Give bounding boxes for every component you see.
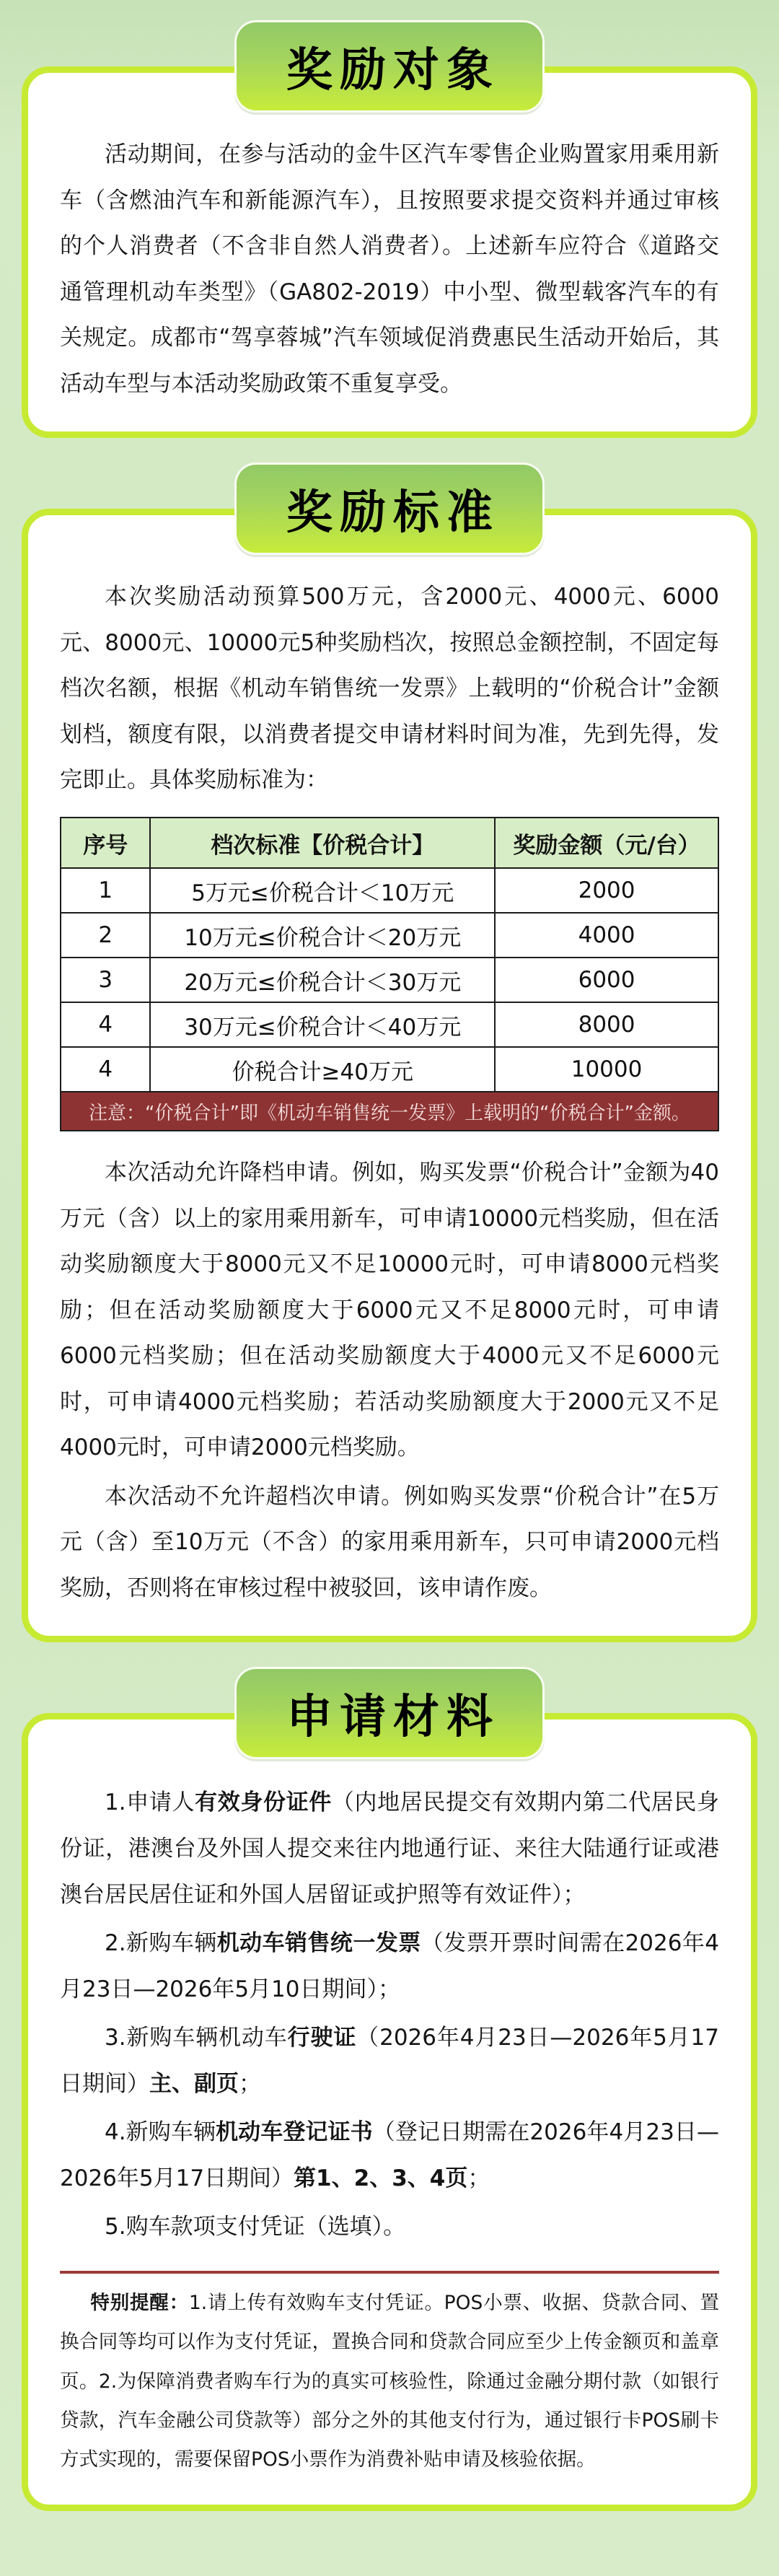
text-run-bold: 第1、2、3、4页 bbox=[294, 2165, 468, 2191]
section-reward-standard bbox=[0, 463, 779, 1642]
text-run: （内地居民提交有效期内第二代居民身份证，港澳台及外国人提交来往内地通行证、来往大陆通行证或港澳台居民居住证和外国人居留证或护照等有效证件）； bbox=[60, 1789, 720, 1908]
table-row bbox=[61, 958, 718, 1002]
badge-application-materials bbox=[234, 1667, 545, 1759]
reward-tier-table-foot bbox=[61, 1092, 718, 1131]
table-cell: 4000 bbox=[495, 913, 718, 958]
table-cell: 10万元≤价税合计＜20万元 bbox=[150, 913, 495, 958]
table-cell: 8000 bbox=[495, 1002, 718, 1047]
no-upgrade-rule-paragraph: 本次活动不允许超档次申请。例如购买发票“价税合计”在5万元（含）至10万元（不含）的家用乘用新车，只可申请2000元档奖励，否则将在审核过程中被驳回，该申请作废。 bbox=[60, 1483, 719, 1601]
text-run: （登记日期需在2026年4月23日—2026年5月17日期间） bbox=[60, 2119, 720, 2191]
text-run-bold: 机动车销售统一发票 bbox=[216, 1930, 421, 1957]
reward-standard-intro: 本次奖励活动预算500万元，含2000元、4000元、6000元、8000元、10000元5种奖励档次，按照总金额控制，不固定每档次名额，根据《机动车销售统一发票》上载明的“价税合计”金额划档，额度有限，以消费者提交申请材料时间为准，先到先得，发完即止。具体奖励标准为： bbox=[60, 584, 719, 794]
text-run: ； bbox=[467, 2165, 490, 2191]
table-cell: 1 bbox=[61, 868, 150, 913]
reward-tier-table-head bbox=[61, 818, 718, 868]
text-run-bold: 特别提醒： bbox=[90, 2291, 189, 2314]
table-row bbox=[61, 913, 718, 958]
card-reward-standard bbox=[22, 509, 757, 1642]
text-run: 1.请上传有效购车支付凭证。POS小票、收据、贷款合同、置换合同等均可以作为支付凭证，置换合同和贷款合同应至少上传金额页和盖章页。2.为保障消费者购车行为的真实可核验性，除通过金融分期付款（如银行贷款，汽车金融公司贷款等）部分之外的其他支付行为，通过银行卡POS刷卡方式实现的，需要保留POS小票作为消费补贴申请及核验依据。 bbox=[60, 2291, 719, 2471]
table-cell: 10000 bbox=[495, 1047, 718, 1092]
material-item-4 bbox=[60, 2110, 719, 2202]
text-run: ； bbox=[239, 2070, 261, 2097]
table-header-no: 序号 bbox=[61, 818, 150, 868]
badge-application-materials-label: 申请材料 bbox=[286, 1691, 500, 1745]
text-run: 2.新购车辆 bbox=[105, 1930, 217, 1957]
badge-reward-target bbox=[234, 20, 545, 113]
material-item-3 bbox=[60, 2015, 719, 2107]
table-cell: 2 bbox=[61, 913, 150, 958]
table-row bbox=[61, 868, 718, 913]
table-row bbox=[61, 1002, 718, 1047]
table-note-row bbox=[61, 1092, 718, 1131]
special-reminder-paragraph bbox=[60, 2284, 719, 2480]
text-run-bold: 机动车登记证书 bbox=[216, 2119, 373, 2146]
text-run: 4.新购车辆 bbox=[105, 2119, 216, 2146]
table-header-amount: 奖励金额（元/台） bbox=[495, 818, 718, 868]
section-reward-target bbox=[0, 20, 779, 438]
text-run-bold: 有效身份证件 bbox=[195, 1789, 332, 1816]
table-header-tier: 档次标准【价税合计】 bbox=[150, 818, 495, 868]
badge-reward-target-label: 奖励对象 bbox=[286, 44, 500, 97]
table-note: 注意：“价税合计”即《机动车销售统一发票》上载明的“价税合计”金额。 bbox=[61, 1092, 718, 1131]
table-cell: 4 bbox=[61, 1002, 150, 1047]
table-header-row bbox=[61, 818, 718, 868]
material-item-2 bbox=[60, 1921, 719, 2012]
badge-reward-standard bbox=[234, 463, 545, 555]
table-cell: 3 bbox=[61, 958, 150, 1002]
text-run: （发票开票时间需在2026年4月23日—2026年5月10日期间）； bbox=[60, 1930, 720, 2002]
card-reward-target bbox=[22, 66, 757, 438]
material-item-1 bbox=[60, 1780, 719, 1918]
reward-target-paragraph: 活动期间，在参与活动的金牛区汽车零售企业购置家用乘用新车（含燃油汽车和新能源汽车），且按照要求提交资料并通过审核的个人消费者（不含非自然人消费者）。上述新车应符合《道路交通管理机动车类型》（GA802-2019）中小型、微型载客汽车的有关规定。成都市“驾享蓉城”汽车领域促消费惠民生活动开始后，其活动车型与本活动奖励政策不重复享受。 bbox=[60, 141, 719, 397]
table-cell: 30万元≤价税合计＜40万元 bbox=[150, 1002, 495, 1047]
text-run: 5.购车款项支付凭证（选填）。 bbox=[105, 2214, 406, 2240]
material-item-5 bbox=[60, 2204, 719, 2251]
table-cell: 2000 bbox=[495, 868, 718, 913]
card-application-materials bbox=[22, 1713, 757, 2510]
text-run: 1.申请人 bbox=[105, 1789, 195, 1816]
text-run-bold: 主、副页 bbox=[149, 2070, 239, 2097]
table-cell: 20万元≤价税合计＜30万元 bbox=[150, 958, 495, 1002]
text-run: 3.新购车辆机动车 bbox=[105, 2025, 288, 2051]
table-cell: 价税合计≥40万元 bbox=[150, 1047, 495, 1092]
text-run: （2026年4月23日—2026年5月17日期间） bbox=[60, 2025, 720, 2097]
reward-tier-table bbox=[60, 817, 719, 1131]
section-application-materials bbox=[0, 1667, 779, 2510]
table-row bbox=[61, 1047, 718, 1092]
reward-tier-table-body bbox=[61, 868, 718, 1092]
table-cell: 5万元≤价税合计＜10万元 bbox=[150, 868, 495, 913]
downgrade-rule-paragraph: 本次活动允许降档申请。例如，购买发票“价税合计”金额为40万元（含）以上的家用乘用新车，可申请10000元档奖励，但在活动奖励额度大于8000元又不足10000元时，可申请8000元档奖励；但在活动奖励额度大于6000元又不足8000元时，可申请6000元档奖励；但在活动奖励额度大于4000元又不足6000元时，可申请4000元档奖励；若活动奖励额度大于2000元又不足4000元时，可申请2000元档奖励。 bbox=[60, 1160, 719, 1461]
reminder-divider bbox=[60, 2271, 719, 2274]
badge-reward-standard-label: 奖励标准 bbox=[286, 486, 500, 540]
table-cell: 4 bbox=[61, 1047, 150, 1092]
table-cell: 6000 bbox=[495, 958, 718, 1002]
text-run-bold: 行驶证 bbox=[287, 2025, 357, 2051]
